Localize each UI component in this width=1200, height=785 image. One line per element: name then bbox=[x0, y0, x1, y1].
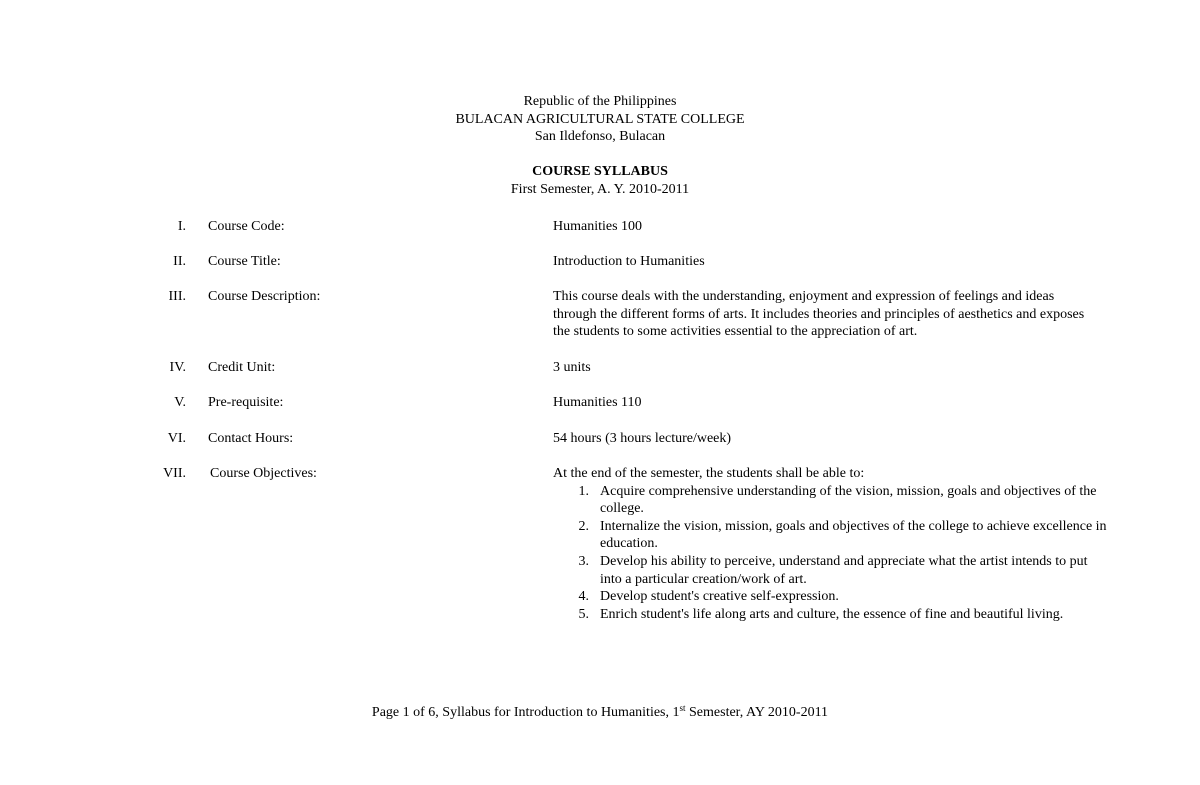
college-name: BULACAN AGRICULTURAL STATE COLLEGE bbox=[455, 111, 745, 127]
objective-text: Develop student's creative self-expression. bbox=[600, 589, 839, 605]
section-numeral: VI. bbox=[167, 431, 186, 446]
objective-text: Enrich student's life along arts and culture, the essence of fine and beautiful living. bbox=[600, 606, 1064, 622]
section-label: Contact Hours: bbox=[208, 431, 294, 446]
section-numeral: II. bbox=[173, 254, 186, 269]
footer-ordinal-suffix: st bbox=[679, 703, 686, 713]
objective-text: Internalize the vision, mission, goals and objectives of the college to achieve excellence in education. bbox=[600, 518, 1107, 552]
section-value: 54 hours (3 hours lecture/week) bbox=[553, 431, 732, 446]
section-value: Humanities 110 bbox=[553, 395, 642, 410]
objective-item bbox=[553, 606, 1110, 624]
footer-prefix: Page 1 of 6, Syllabus for Introduction to Humanities, 1 bbox=[371, 705, 680, 720]
objectives-list bbox=[553, 483, 1107, 624]
section-label: Course Objectives: bbox=[210, 466, 317, 481]
objective-number: 2. bbox=[578, 518, 589, 534]
objective-item bbox=[553, 518, 1110, 553]
section-label: Credit Unit: bbox=[208, 360, 276, 375]
objective-item bbox=[553, 553, 1110, 588]
section-value: 3 units bbox=[553, 360, 591, 375]
section-numeral: VII. bbox=[163, 466, 186, 481]
section-numeral: I. bbox=[177, 219, 186, 234]
section-label: Pre-requisite: bbox=[208, 395, 284, 410]
section-numeral: III. bbox=[168, 289, 186, 304]
objective-item bbox=[553, 588, 1110, 606]
objective-number: 5. bbox=[578, 606, 589, 622]
page-footer bbox=[0, 704, 1200, 722]
objective-number: 3. bbox=[578, 553, 589, 569]
section-value: Humanities 100 bbox=[553, 219, 643, 234]
objective-number: 1. bbox=[578, 483, 589, 499]
section-label: Course Title: bbox=[208, 254, 281, 269]
college-location: San Ildefonso, Bulacan bbox=[534, 129, 666, 145]
footer-suffix: Semester, AY 2010-2011 bbox=[685, 705, 829, 720]
republic-line: Republic of the Philippines bbox=[523, 94, 677, 109]
section-label: Course Code: bbox=[208, 219, 285, 234]
objective-number: 4. bbox=[578, 589, 589, 605]
objectives-intro: At the end of the semester, the students shall be able to: bbox=[553, 466, 865, 481]
section-numeral: IV. bbox=[169, 360, 186, 375]
section-numeral: V. bbox=[174, 395, 186, 410]
semester-line: First Semester, A. Y. 2010-2011 bbox=[510, 181, 690, 197]
document-title: COURSE SYLLABUS bbox=[532, 164, 668, 180]
objective-text: Acquire comprehensive understanding of the vision, mission, goals and objectives of the college. bbox=[600, 483, 1097, 517]
section-value: Introduction to Humanities bbox=[553, 254, 705, 269]
objective-item bbox=[553, 483, 1110, 518]
section-value: This course deals with the understanding, enjoyment and expression of feelings and ideas through the different forms of arts. It includes theories and principles of aesthetics and exposes the students to some activities essential to the appreciation of art. bbox=[553, 289, 1085, 340]
objective-text: Develop his ability to perceive, understand and appreciate what the artist intends to put into a particular creation/work of art. bbox=[600, 553, 1088, 587]
document-header bbox=[0, 93, 1200, 199]
objectives-block bbox=[553, 465, 1107, 623]
section-label: Course Description: bbox=[208, 289, 321, 304]
